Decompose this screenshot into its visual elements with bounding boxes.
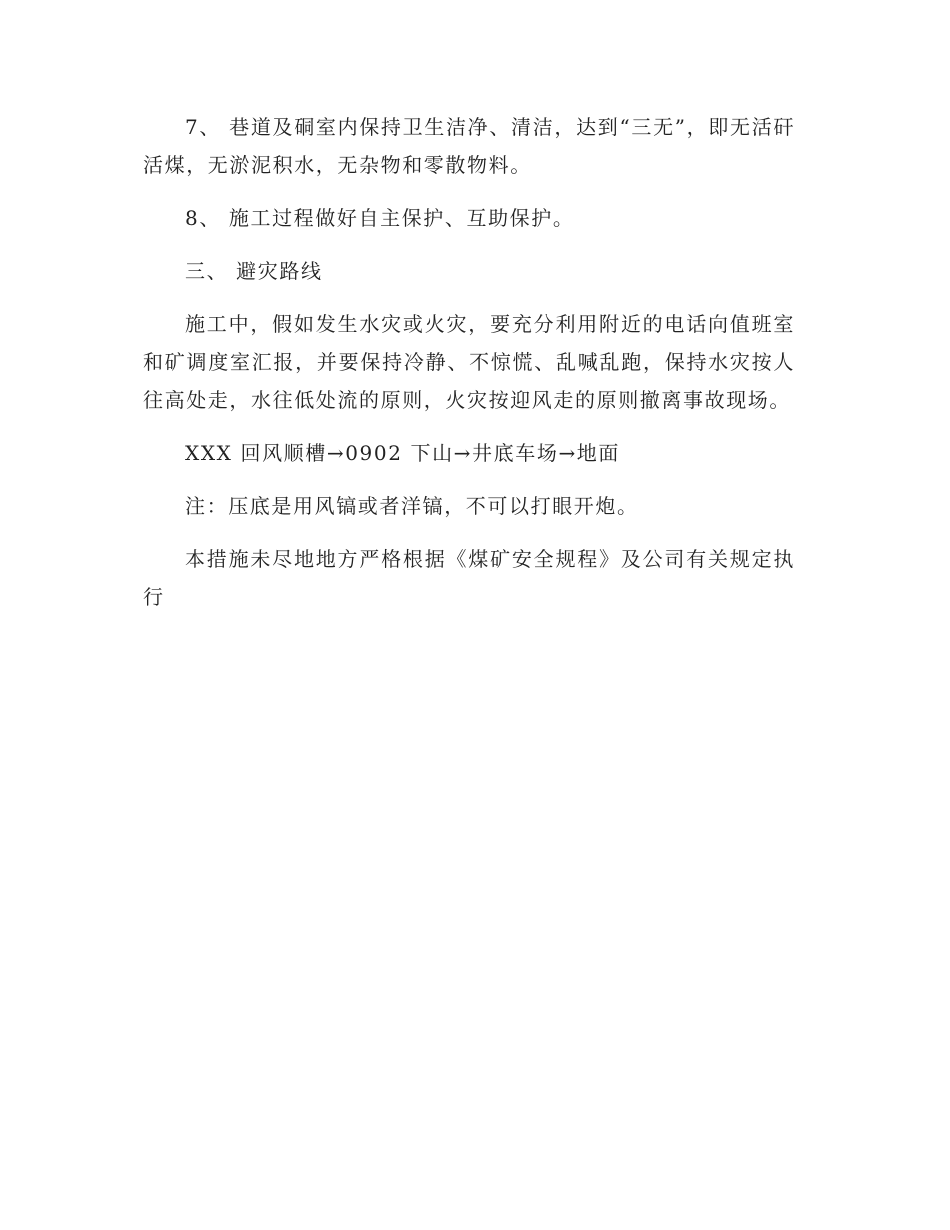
paragraph-note: 注：压底是用风镐或者洋镐，不可以打眼开炮。	[185, 494, 639, 518]
paragraph-closing-statement: 本措施未尽地地方严格根据《煤矿安全规程》及公司有关规定执行	[143, 547, 795, 609]
section-heading-escape-route: 三、 避灾路线	[185, 259, 323, 283]
paragraph-item-7-hygiene: 7、 巷道及硐室内保持卫生洁净、清洁，达到“三无”，即无活矸活煤，无淤泥积水，无杂物和零散物料。	[143, 115, 795, 177]
paragraph-escape-route-path: XXX 回风顺槽→0902 下山→井底车场→地面	[185, 441, 621, 465]
document-body	[143, 108, 795, 616]
paragraph-item-8-protection: 8、 施工过程做好自主保护、互助保护。	[185, 206, 575, 230]
paragraph-emergency-procedure: 施工中，假如发生水灾或火灾，要充分利用附近的电话向值班室和矿调度室汇报，并要保持冷静、不惊慌、乱喊乱跑，保持水灾按人往高处走，水往低处流的原则，火灾按迎风走的原则撤离事故现场。	[143, 312, 795, 412]
